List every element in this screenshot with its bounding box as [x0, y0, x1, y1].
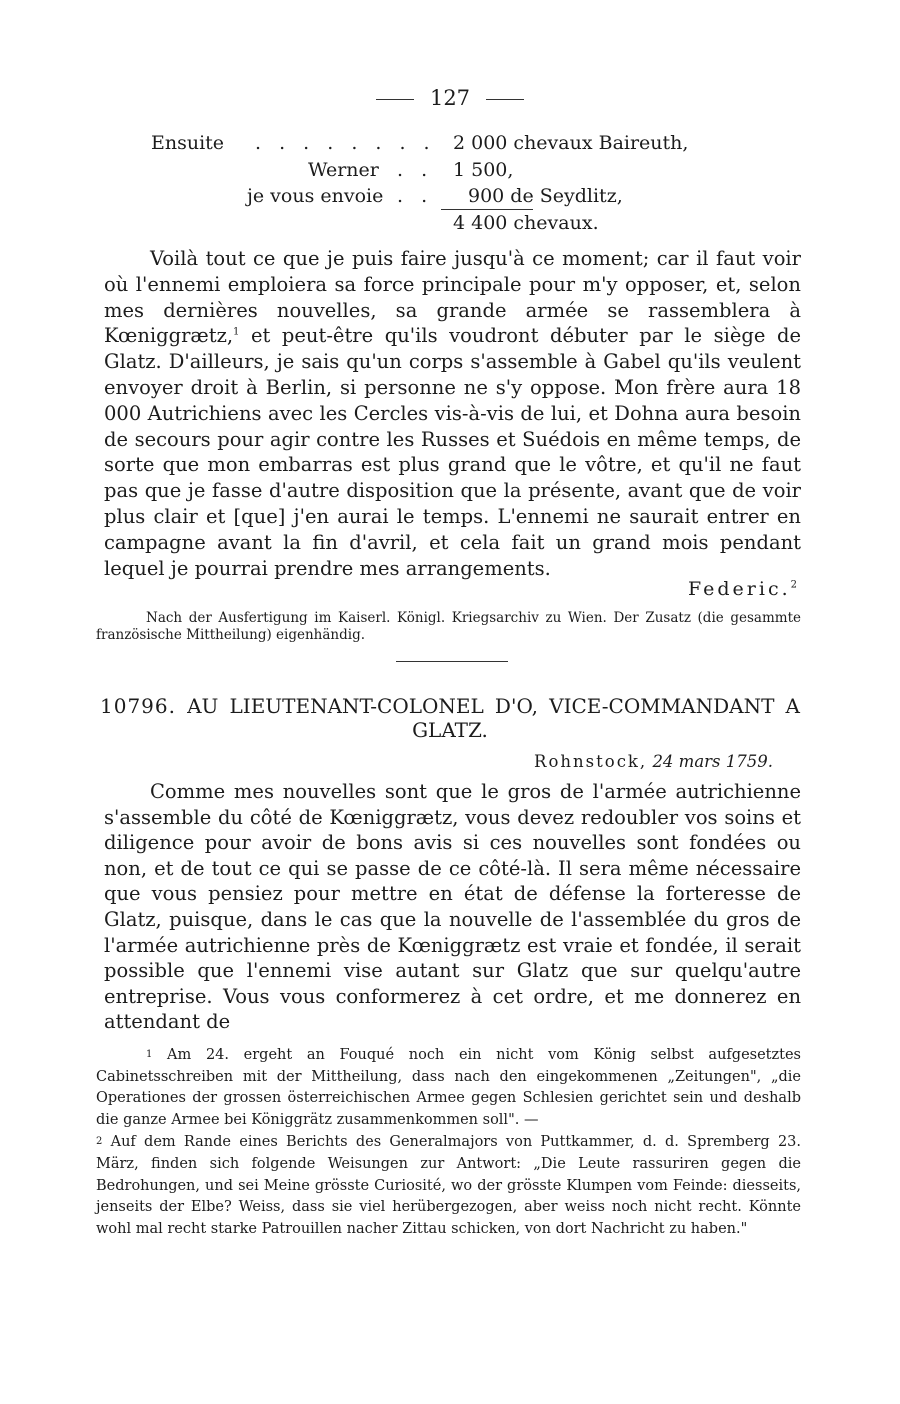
- letter-body: [104, 779, 801, 1035]
- letter-text: Comme mes nouvelles sont que le gros de l'armée autrichienne s'assemble du côté de Kœniggrætz, vous devez redoubler vos soins et diligence pour avoir de bons avis si ces nouvelles sont fondées ou non, et de tout ce qui se passe de ce côté-là. Il sera même nécessaire que vous pensiez pour mettre en état de défense la forteresse de Glatz, puisque, dans le cas que la nouvelle de l'assemblée du gros de l'armée autrichienne près de Kœniggrætz est vraie et fondée, il serait possible que l'ennemi vise autant sur Glatz que sur quelqu'autre entreprise. Vous vous conformerez à cet ordre, et me donnerez en attendant de: [104, 780, 801, 1034]
- letter-heading: [100, 694, 800, 742]
- dateline-place: Rohnstock,: [534, 752, 648, 771]
- tally-total: 4 400 chevaux.: [453, 212, 599, 234]
- tally-row-dots: . .: [397, 185, 434, 207]
- dateline-date: 24 mars 1759.: [652, 752, 773, 771]
- footnote-text: Auf dem Rande eines Berichts des Generalmajors von Puttkammer, d. d. Spremberg 23. März, finden sich folgende Weisungen zur Antwort: „Die Leute rassuriren gegen die Bedrohungen, und sei Meine grösste Curiosité, wo der grösste Klumpen vom Feinde: diesseits, jenseits der Elbe? Weiss, dass sie viel herübergezogen, aber weiss noch nicht recht. Könnte wohl mal recht starke Patrouillen nacher Zittau schicken, von dort Nachricht zu haben.": [96, 1134, 801, 1237]
- tally-row-value: 2 000 chevaux Baireuth,: [453, 132, 689, 154]
- letter-body: [104, 246, 801, 581]
- letter-number: 10796.: [100, 694, 176, 718]
- tally-row-value: 1 500,: [453, 159, 514, 181]
- cavalry-tally: [0, 0, 900, 240]
- letter-title: AU LIEUTENANT-COLONEL D'O, VICE-COMMANDANT A GLATZ.: [187, 694, 800, 742]
- dateline: [534, 752, 773, 771]
- signature: [688, 578, 800, 600]
- tally-row-label: Werner: [308, 159, 379, 181]
- footnote: [96, 1044, 801, 1240]
- tally-row-dots: . .: [397, 159, 434, 181]
- tally-row-label: je vous envoie: [247, 185, 384, 207]
- source-note: Nach der Ausfertigung im Kaiserl. Königl. Kriegsarchiv zu Wien. Der Zusatz (die gesammte französische Mittheilung) eigenhändig.: [96, 610, 801, 643]
- letter-text: Voilà tout ce que je puis faire jusqu'à ce moment; car il faut voir où l'ennemi emploiera sa force principale pour m'y opposer, et, selon mes dernières nouvelles, sa grande armée se rassemblera à Kœniggrætz,: [104, 247, 801, 348]
- tally-row-label: Ensuite: [151, 132, 225, 154]
- footnotes: [96, 1044, 801, 1240]
- footnote-marker: 2: [790, 579, 800, 591]
- signature-text: Federic.: [687, 578, 791, 600]
- tally-row-dots: . . . . . . . .: [255, 132, 436, 154]
- footnote-marker: 1: [233, 326, 240, 338]
- section-divider: [396, 661, 508, 662]
- footnote-marker: 2: [96, 1136, 103, 1148]
- tally-row-value: 900 de Seydlitz,: [468, 185, 623, 207]
- footnote-marker: 1: [146, 1049, 153, 1060]
- page-number-text: 127: [429, 86, 471, 110]
- letter-text: et peut-être qu'ils voudront débuter par le siège de Glatz. D'ailleurs, je sais qu'un corps s'assemble à Gabel qu'ils veulent envoyer droit à Berlin, si personne ne s'y oppose. Mon frère aura 18 000 Autrichiens avec les Cercles vis-à-vis de lui, et Dohna aura besoin de secours pour agir contre les Russes et Suédois en même temps, de sorte que mon embarras est plus grand que le vôtre, et qu'il ne faut pas que je fasse d'autre disposition que la présente, avant que de voir plus clair et [que] j'en aurai le temps. L'ennemi ne saurait entrer en campagne avant la fin d'avril, et cela fait un grand mois pendant lequel je pourrai prendre mes arrangements.: [104, 324, 801, 580]
- footnote-text: Am 24. ergeht an Fouqué noch ein nicht vom König selbst aufgesetztes Cabinetsschreiben mit der Mittheilung, dass nach den eingekommenen „Zeitungen", „die Operationes der grossen österreichischen Armee gegen Schlesien gerichtet sein und deshalb die ganze Armee bei Königgrätz zusammenkommen soll". —: [96, 1047, 801, 1128]
